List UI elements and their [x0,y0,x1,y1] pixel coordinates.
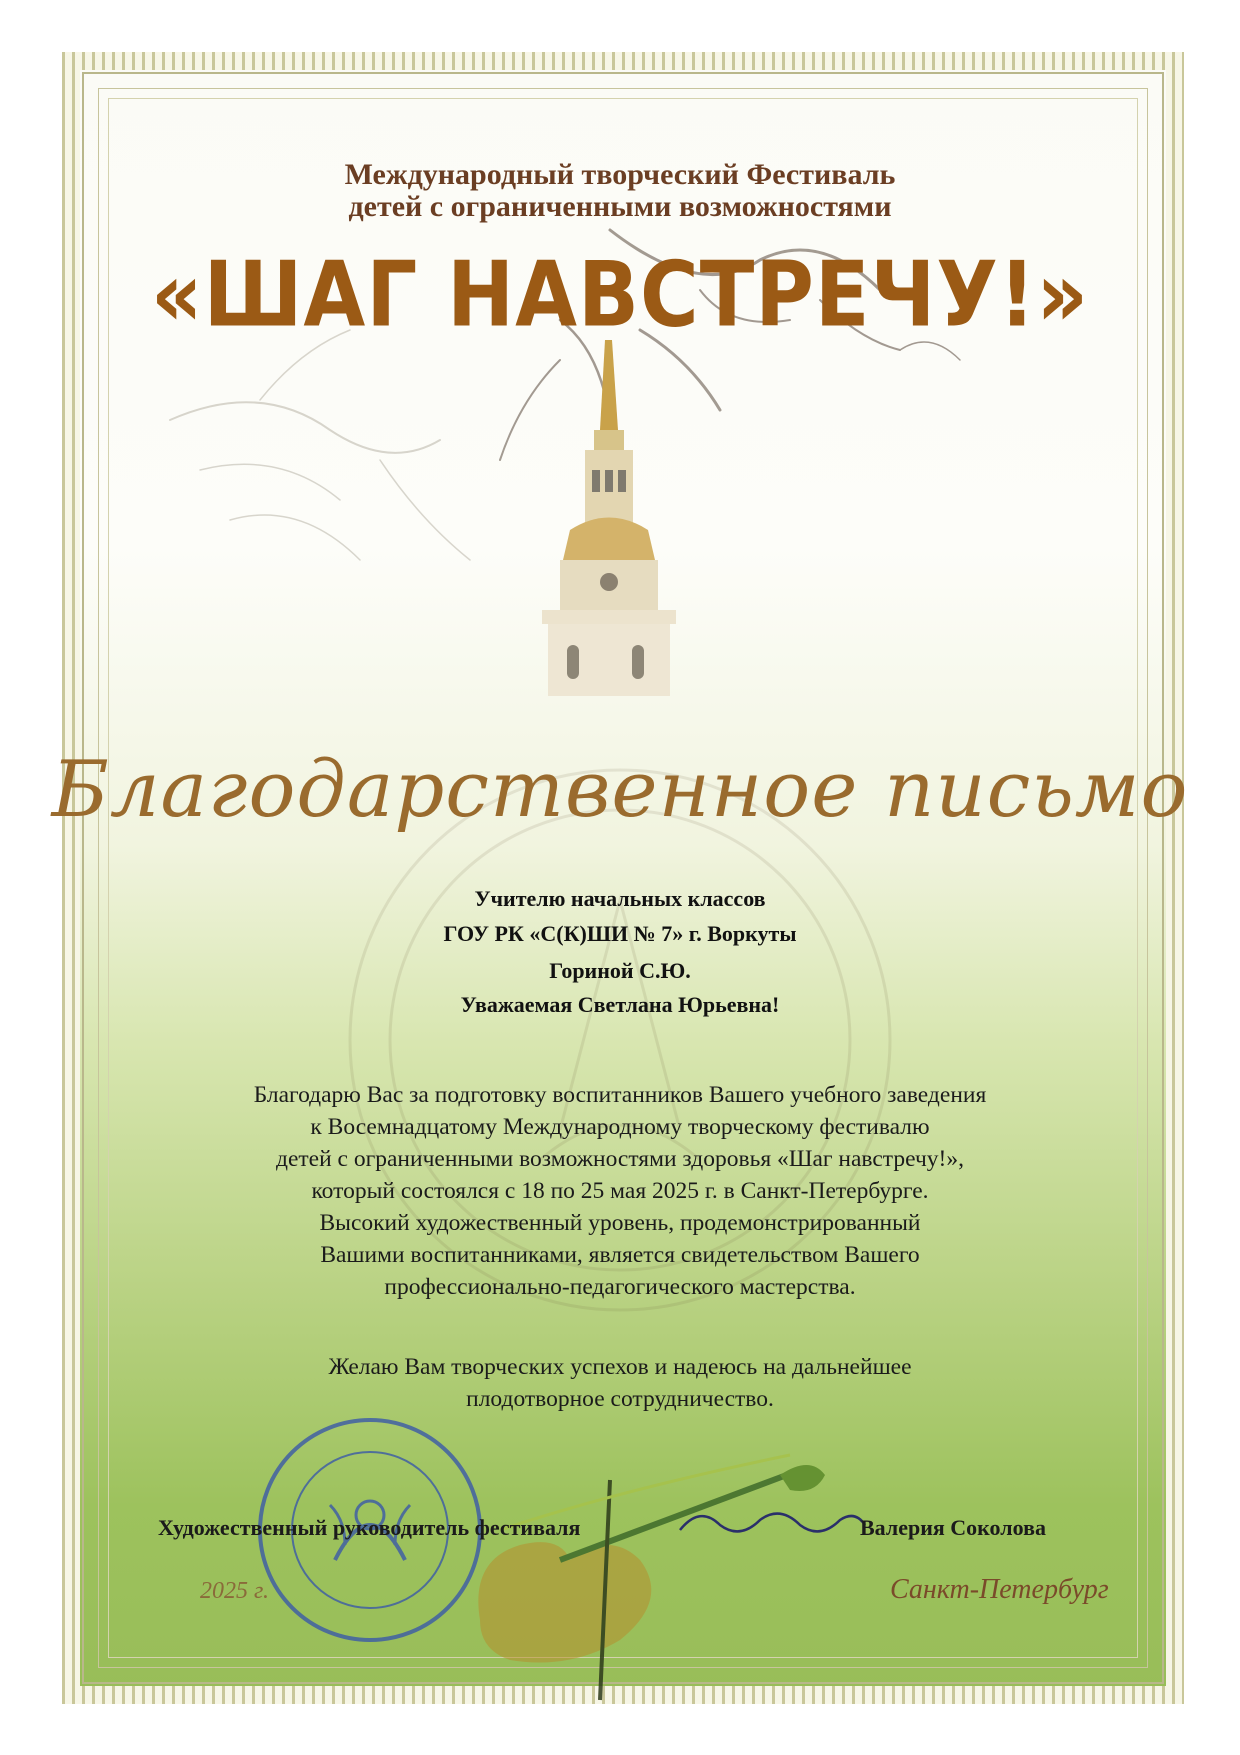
recipient-name: Гориной С.Ю. [549,958,691,983]
footer-year: 2025 г. [200,1578,270,1604]
recipient-greeting: Уважаемая Светлана Юрьевна! [460,992,780,1017]
body-line: Высокий художественный уровень, продемонстрированный [319,1210,921,1236]
body-line: Благодарю Вас за подготовку воспитанников Вашего учебного заведения [253,1082,987,1108]
violin-illustration [478,1455,825,1700]
recipient-position: Учителю начальных классов [474,886,766,911]
wish-line: плодотворное сотрудничество. [466,1386,774,1412]
wish-line: Желаю Вам творческих успехов и надеюсь на дальнейшее [328,1354,912,1380]
mist-trees [170,330,470,560]
festival-heading-line1: Международный творческий Фестиваль [344,158,896,191]
recipient-school: ГОУ РК «С(К)ШИ № 7» г. Воркуты [443,921,797,946]
body-line: Вашими воспитанниками, является свидетельством Вашего [320,1242,920,1268]
body-line: детей с ограниченными возможностями здоровья «Шаг навстречу!», [276,1146,964,1172]
document-title: Благодарственное письмо [51,745,1189,835]
handwritten-signature [680,1514,865,1532]
body-line: профессионально-педагогического мастерства. [384,1274,856,1300]
body-line: к Восемнадцатому Международному творческому фестивалю [310,1114,930,1140]
cathedral-spire [542,340,676,696]
body-line: который состоялся с 18 по 25 мая 2025 г. в Санкт-Петербурге. [311,1178,929,1204]
footer-city: Санкт-Петербург [890,1574,1109,1605]
signature-name: Валерия Соколова [860,1515,1046,1540]
festival-name: «ШАГ НАВСТРЕЧУ!» [150,242,1090,347]
festival-heading-line2: детей с ограниченными возможностями [348,190,892,223]
signature-role: Художественный руководитель фестиваля [158,1515,581,1540]
